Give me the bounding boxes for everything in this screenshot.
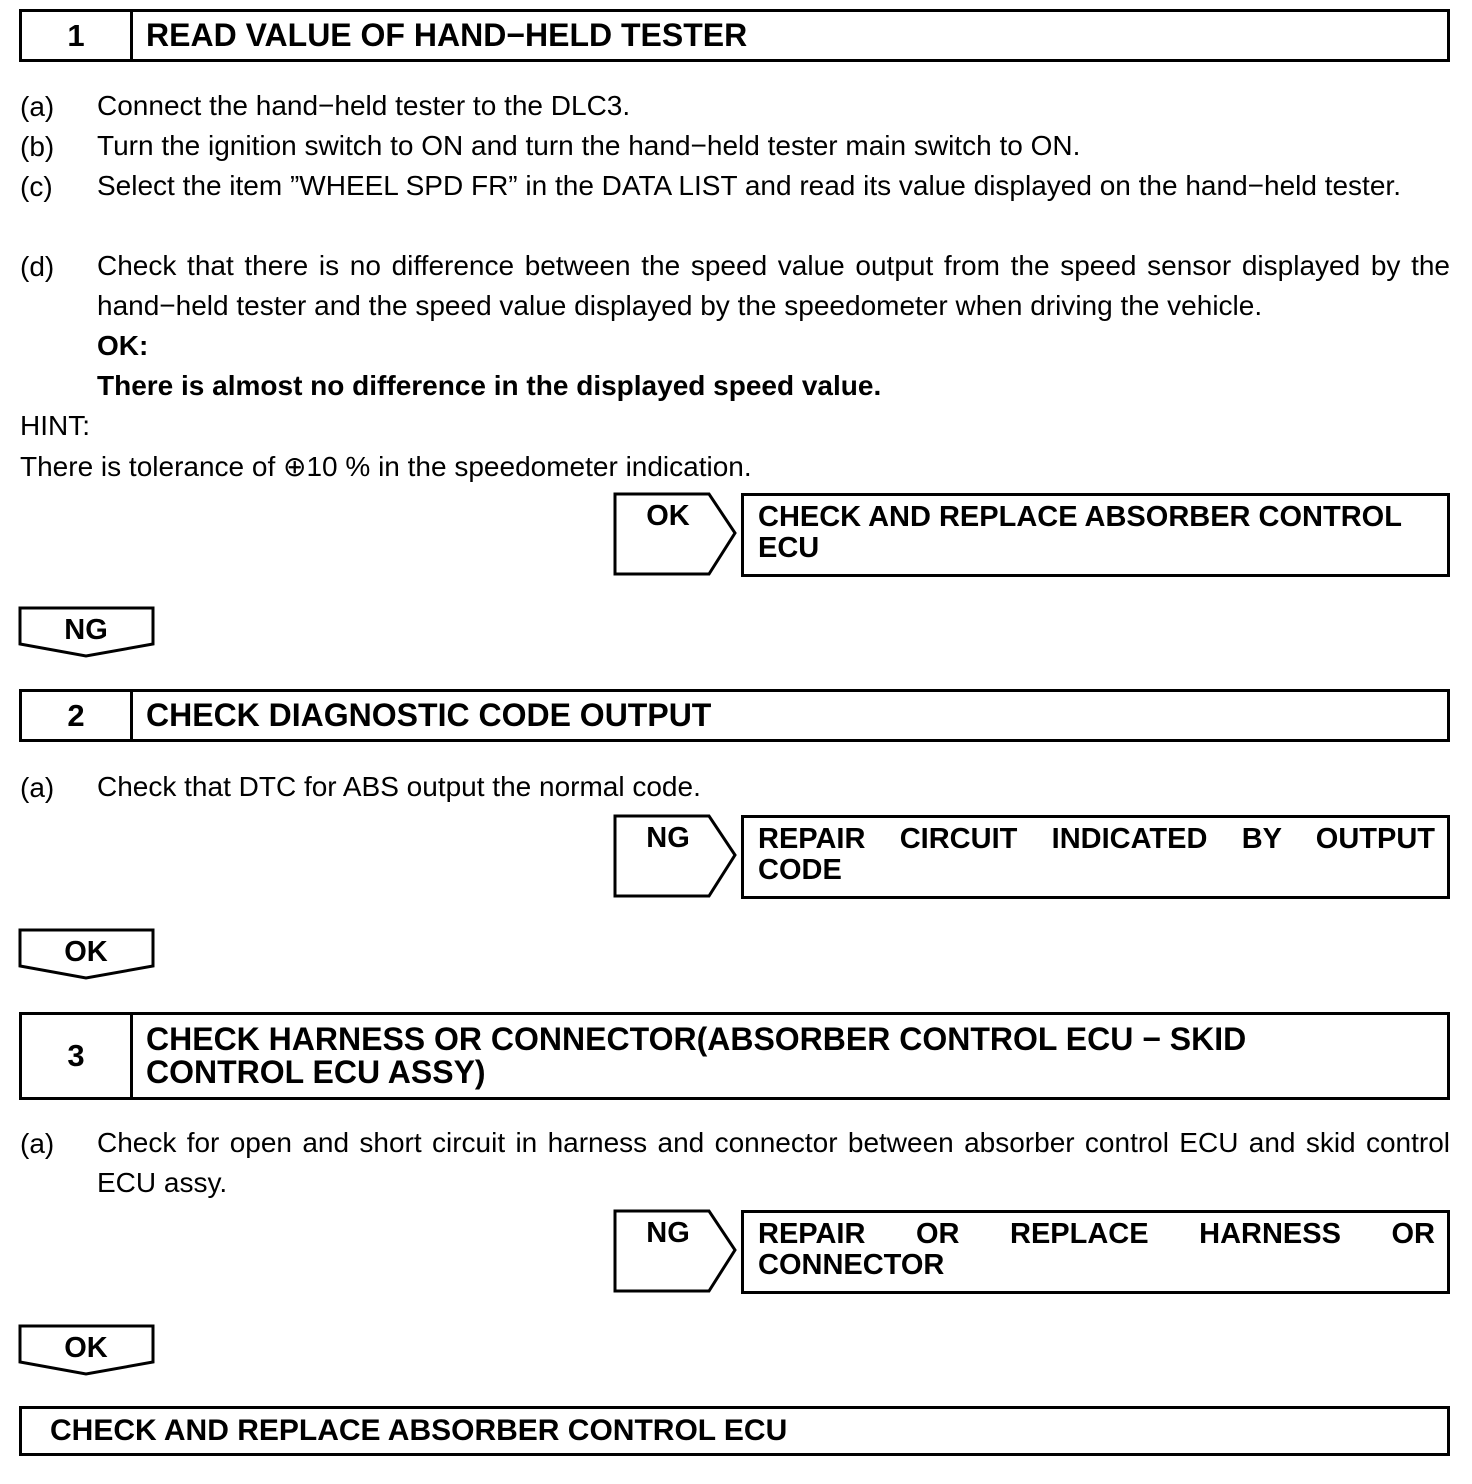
result-line: CONNECTOR	[758, 1249, 945, 1281]
result-line: ECU	[758, 532, 820, 564]
branch-result	[741, 815, 1450, 899]
next-label: OK	[64, 936, 108, 968]
item-label: (a)	[20, 91, 55, 122]
item-label: (d)	[20, 251, 55, 282]
hint-label: HINT:	[20, 410, 90, 441]
ok-criteria: There is almost no difference in the displayed speed value.	[97, 370, 882, 401]
item-label: (b)	[20, 131, 55, 162]
branch-arrow	[613, 492, 737, 578]
item-label: (a)	[20, 1128, 55, 1159]
title-line: CONTROL ECU ASSY)	[146, 1054, 486, 1090]
step-1-header	[19, 9, 1450, 62]
item-label: (a)	[20, 772, 55, 803]
ok-heading: OK:	[97, 330, 149, 361]
item-text: Connect the hand−held tester to the DLC3.	[97, 90, 631, 121]
branch-result	[741, 1210, 1450, 1294]
step-2-header	[19, 689, 1450, 742]
step-title	[146, 1015, 1437, 1097]
step-number: 2	[22, 692, 133, 739]
branch-label: OK	[646, 500, 690, 532]
result-line: REPAIR OR REPLACE HARNESS OR	[758, 1218, 1435, 1250]
next-label: OK	[64, 1332, 108, 1364]
step-number: 1	[22, 12, 133, 59]
next-arrow	[18, 606, 156, 658]
step-title: CHECK DIAGNOSTIC CODE OUTPUT	[146, 697, 712, 733]
final-action-text: CHECK AND REPLACE ABSORBER CONTROL ECU	[50, 1414, 788, 1447]
step-number: 3	[22, 1015, 133, 1097]
branch-label: NG	[646, 1217, 690, 1249]
branch-label: NG	[646, 822, 690, 854]
branch-result	[741, 493, 1450, 577]
item-text: Select the item ”WHEEL SPD FR” in the DATA LIST and read its value displayed on the hand−held tester.	[97, 170, 1401, 201]
result-line: REPAIR CIRCUIT INDICATED BY OUTPUT	[758, 823, 1435, 855]
result-line: CHECK AND REPLACE ABSORBER CONTROL	[758, 501, 1402, 533]
step-3-header	[19, 1012, 1450, 1100]
item-text: Turn the ignition switch to ON and turn the hand−held tester main switch to ON.	[97, 130, 1081, 161]
next-arrow	[18, 928, 156, 980]
hint-text: There is tolerance of ⊕10 % in the speedometer indication.	[20, 451, 752, 482]
result-line: CODE	[758, 854, 842, 886]
branch-arrow	[613, 1209, 737, 1295]
step-title: READ VALUE OF HAND−HELD TESTER	[146, 17, 748, 53]
final-action-box	[19, 1406, 1450, 1456]
item-text: Check that DTC for ABS output the normal code.	[97, 771, 701, 802]
branch-arrow	[613, 814, 737, 900]
title-line: CHECK HARNESS OR CONNECTOR(ABSORBER CONTROL ECU − SKID	[146, 1021, 1247, 1057]
next-arrow	[18, 1324, 156, 1376]
item-text: Check that there is no difference between the speed value output from the speed sensor displayed by the hand−held tester and the speed value displayed by the speedometer when driving the vehicle.	[97, 250, 1450, 321]
item-text: Check for open and short circuit in harness and connector between absorber control ECU and skid control ECU assy.	[97, 1127, 1450, 1198]
item-label: (c)	[20, 171, 53, 202]
next-label: NG	[64, 614, 108, 646]
